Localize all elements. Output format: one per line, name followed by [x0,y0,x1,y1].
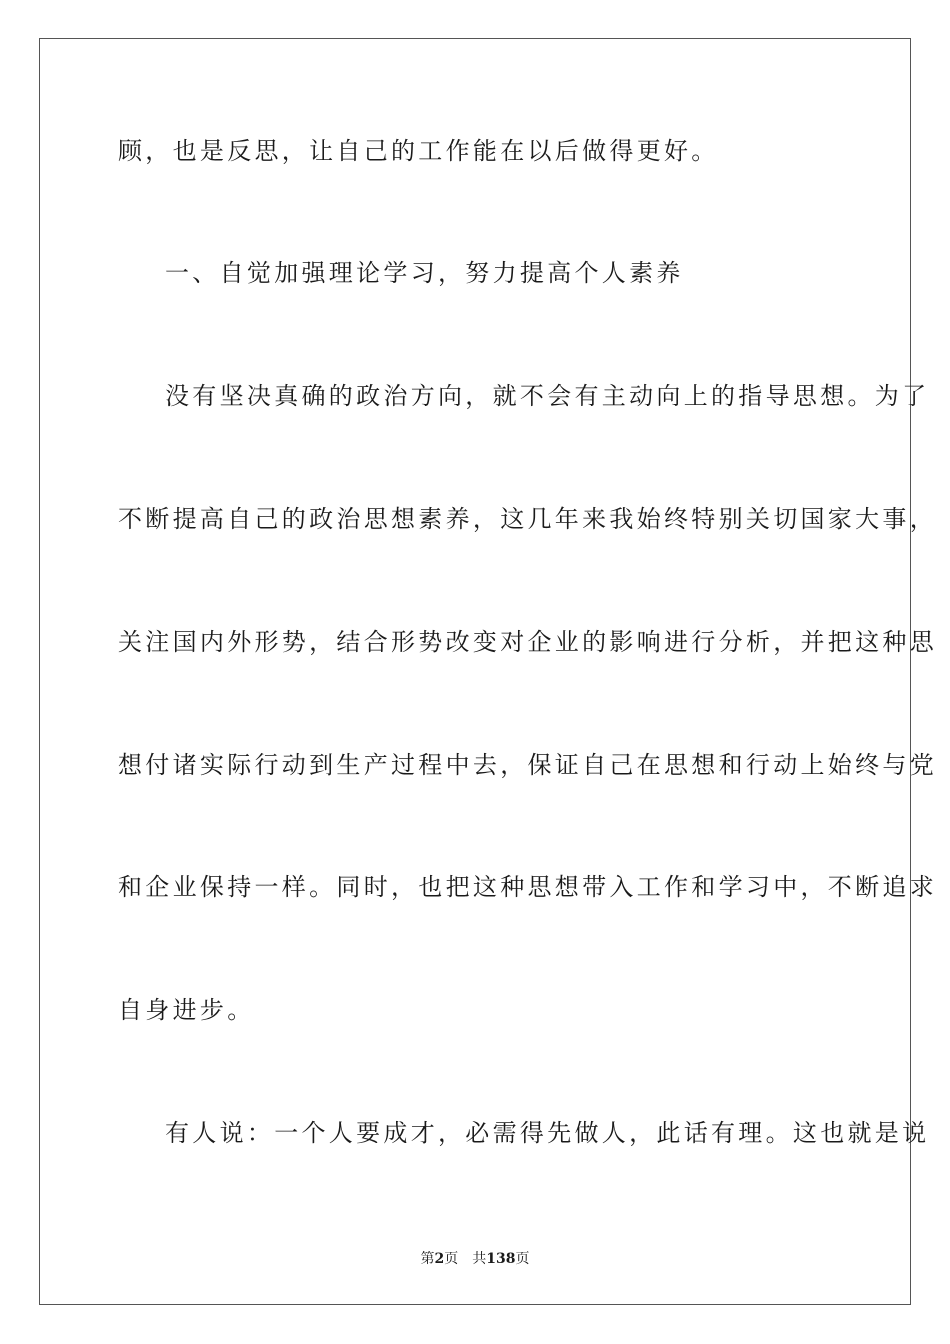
total-prefix: 共 [472,1251,487,1267]
paragraph-line: 想付诸实际行动到生产过程中去，保证自己在思想和行动上始终与党 [118,751,937,779]
section-heading: 一、自觉加强理论学习，努力提高个人素养 [165,259,684,287]
page-number: 2 [434,1251,445,1267]
paragraph-line: 不断提高自己的政治思想素养，这几年来我始终特别关切国家大事， [118,505,937,533]
paragraph-line: 有人说：一个人要成才，必需得先做人，此话有理。这也就是说 [165,1119,930,1147]
page-prefix: 第 [420,1251,435,1267]
paragraph-line: 没有坚决真确的政治方向，就不会有主动向上的指导思想。为了 [165,382,930,410]
paragraph-line: 关注国内外形势，结合形势改变对企业的影响进行分析，并把这种思 [118,628,937,656]
page-footer [0,1248,950,1268]
paragraph-line: 自身进步。 [118,996,255,1024]
paragraph-line: 和企业保持一样。同时，也把这种思想带入工作和学习中，不断追求 [118,873,937,901]
page-border [39,38,937,1305]
total-pages: 138 [486,1251,516,1267]
page-suffix: 页 [444,1251,459,1267]
total-suffix: 页 [515,1251,530,1267]
paragraph-line: 顾，也是反思，让自己的工作能在以后做得更好。 [118,137,719,165]
